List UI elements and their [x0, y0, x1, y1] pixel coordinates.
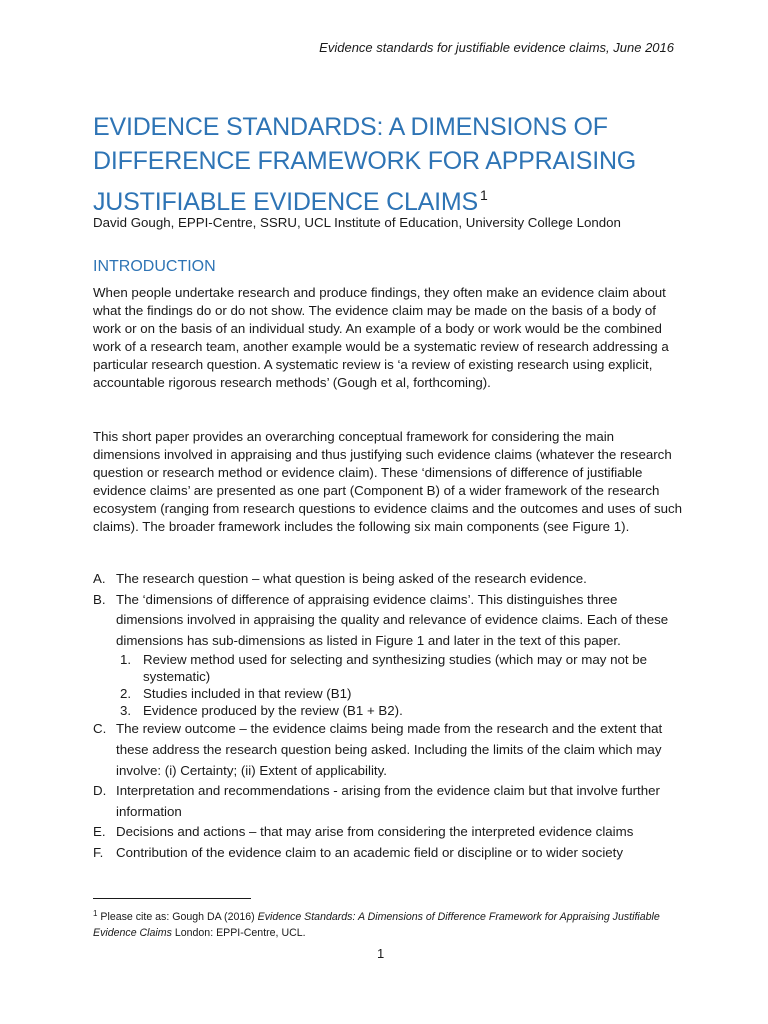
list-item-text: Contribution of the evidence claim to an academic field or discipline or to wider society — [116, 844, 624, 860]
footnote-prefix: Please cite as: Gough DA (2016) — [97, 911, 258, 923]
footnote-citation-title: Evidence Standards: A Dimensions of Difference Framework for Appraising Justifiable Evidence Claims — [93, 911, 660, 939]
list-item — [93, 822, 683, 843]
sub-list-marker: 1. — [120, 652, 132, 668]
list-item — [93, 719, 683, 781]
list-item — [93, 569, 683, 590]
footnote — [93, 906, 683, 941]
section-heading-introduction: INTRODUCTION — [93, 258, 216, 275]
sub-list-item-text: Review method used for selecting and synthesizing studies (which may or may not be systematic) — [143, 652, 648, 685]
title-text: EVIDENCE STANDARDS: A DIMENSIONS OF DIFFERENCE FRAMEWORK FOR APPRAISING JUSTIFIABLE EVIDENCE CLAIMS — [93, 113, 637, 216]
list-marker: A. — [93, 571, 106, 586]
sub-list — [116, 651, 683, 719]
running-header: Evidence standards for justifiable evidence claims, June 2016 — [319, 40, 674, 55]
title-footnote-ref[interactable]: 1 — [479, 187, 488, 203]
document-title — [93, 110, 693, 219]
footnote-suffix: London: EPPI-Centre, UCL. — [171, 927, 306, 939]
sub-list-marker: 2. — [120, 686, 132, 702]
list-marker: C. — [93, 721, 107, 737]
list-item-text: Interpretation and recommendations - arising from the evidence claim but that involve further information — [116, 783, 660, 819]
sub-list-item — [116, 685, 683, 702]
author-line: David Gough, EPPI-Centre, SSRU, UCL Institute of Education, University College London — [93, 215, 621, 230]
sub-list-item — [116, 702, 683, 719]
list-item — [93, 843, 683, 864]
list-item-text: The review outcome – the evidence claims being made from the research and the extent that these address the research question being asked. Including the limits of the claim which may involve: (i) Certainty; (ii) Extent of applicability. — [116, 721, 663, 778]
page-number: 1 — [377, 946, 385, 961]
components-list — [93, 569, 683, 864]
list-item-text: The research question – what question is being asked of the research evidence. — [116, 571, 587, 586]
paragraph: When people undertake research and produce findings, they often make an evidence claim about what the findings do or do not show. The evidence claim may be made on the basis of a body of work or on the basis of an individual study. An example of a body or work would be the combined work of a research team, another example would be a systematic review of research addressing a particular research question. A systematic review is ‘a review of existing research using explicit, accountable rigorous research methods’ (Gough et al, forthcoming). — [93, 285, 669, 390]
list-marker: E. — [93, 824, 106, 840]
list-item — [93, 781, 683, 822]
sub-list-item-text: Studies included in that review (B1) — [143, 686, 352, 702]
list-item-text: Decisions and actions – that may arise from considering the interpreted evidence claims — [116, 824, 634, 840]
list-marker: B. — [93, 591, 106, 607]
list-item-text: The ‘dimensions of difference of appraising evidence claims’. This distinguishes three dimensions involved in appraising the quality and relevance of evidence claims. Each of these dimensions has sub-dimensions as listed in Figure 1 and later in the text of this paper. — [116, 591, 669, 648]
footnote-divider — [93, 898, 251, 899]
sub-list-marker: 3. — [120, 703, 132, 719]
paragraph: This short paper provides an overarching conceptual framework for considering the main dimensions involved in appraising and thus justifying such evidence claims (whatever the research question or research method or evidence claim). These ‘dimensions of difference of justifiable evidence claims’ are presented as one part (Component B) of a wider framework of the research ecosystem (ranging from research questions to evidence claims and the outcomes and uses of such claims). The broader framework includes the following six main components (see Figure 1). — [93, 429, 683, 534]
sub-list-item — [116, 651, 683, 685]
list-item — [93, 590, 683, 720]
footnote-mark: 1 — [93, 909, 98, 918]
sub-list-item-text: Evidence produced by the review (B1 + B2). — [143, 703, 403, 719]
list-marker: D. — [93, 783, 107, 799]
list-marker: F. — [93, 844, 104, 860]
